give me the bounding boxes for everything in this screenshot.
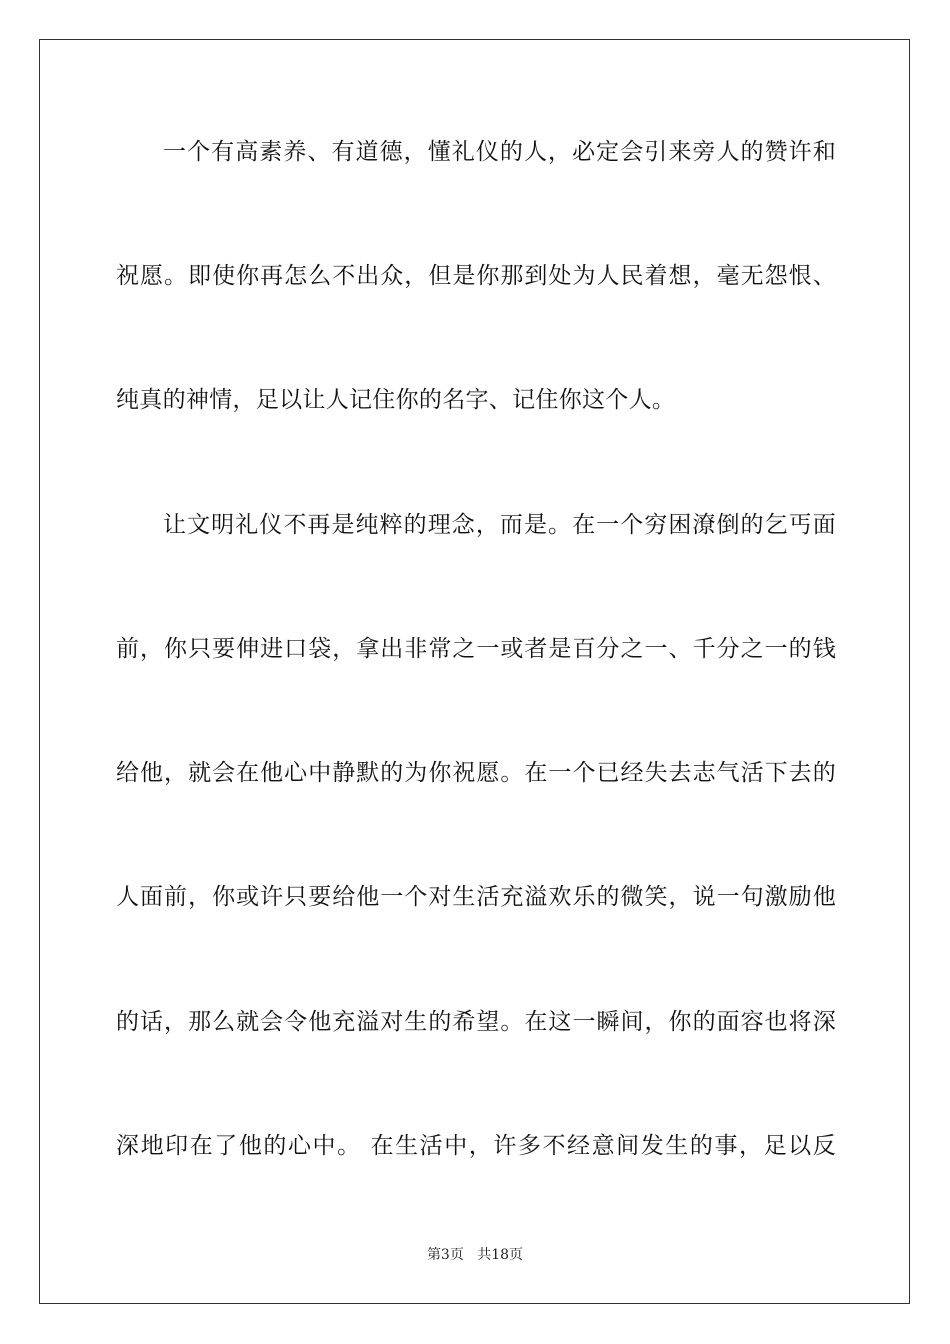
page-total: 共18页 [477, 1247, 524, 1263]
paragraph-2-line-1: 让文明礼仪不再是纯粹的理念，而是。在一个穷困潦倒的乞丐面 [163, 512, 836, 538]
paragraph-2-line-3: 给他，就会在他心中静默的为你祝愿。在一个已经失去志气活下去的 [116, 760, 836, 786]
paragraph-2-line-2: 前，你只要伸进口袋，拿出非常之一或者是百分之一、千分之一的钱 [116, 636, 836, 662]
page-frame [39, 39, 910, 1304]
paragraph-2-line-6: 深地印在了他的心中。 在生活中，许多不经意间发生的事，足以反 [116, 1133, 836, 1159]
page-number: 第3页 [426, 1247, 464, 1263]
paragraph-1-line-3: 纯真的神情，足以让人记住你的名字、记住你这个人。 [116, 387, 676, 413]
page-footer [0, 1246, 950, 1264]
paragraph-2-line-4: 人面前，你或许只要给他一个对生活充溢欢乐的微笑，说一句激励他 [116, 884, 836, 910]
paragraph-1-line-2: 祝愿。即使你再怎么不出众，但是你那到处为人民着想，毫无怨恨、 [116, 263, 836, 289]
paragraph-2-line-5: 的话，那么就会令他充溢对生的希望。在这一瞬间，你的面容也将深 [116, 1009, 836, 1035]
paragraph-1-line-1: 一个有高素养、有道德，懂礼仪的人，必定会引来旁人的赞许和 [163, 139, 836, 165]
